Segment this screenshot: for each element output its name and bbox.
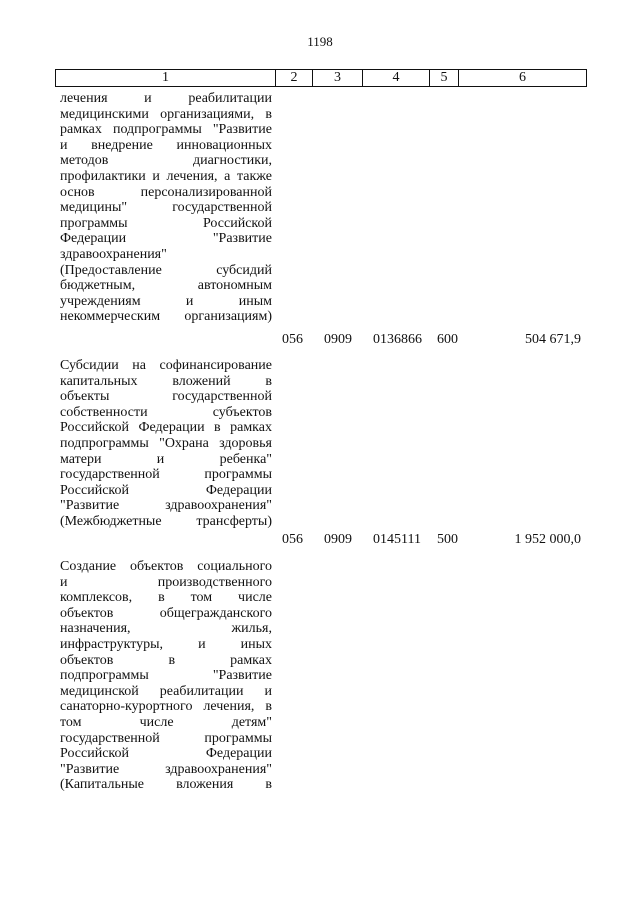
description-line: основ персонализированной	[60, 184, 272, 200]
description-line: здравоохранения"	[60, 246, 167, 262]
description-line: государственной программы	[60, 467, 272, 483]
description-line: лечения и реабилитации	[60, 91, 272, 106]
row-section-code: 0909	[324, 532, 352, 547]
description-line: "Развитие здравоохранения"	[60, 498, 272, 514]
row-description	[60, 358, 272, 530]
description-line: государственной программы	[60, 730, 272, 746]
row-amount: 1 952 000,0	[514, 532, 581, 547]
description-line: и производственного	[60, 574, 272, 590]
row-expense-type: 600	[437, 332, 458, 347]
row-ministry-code: 056	[282, 332, 303, 347]
column-header-4: 4	[363, 70, 430, 87]
description-line: медицинской реабилитации и	[60, 683, 272, 699]
description-line: медицины" государственной	[60, 200, 272, 216]
description-line: капитальных вложений в	[60, 373, 272, 389]
description-line: подпрограммы "Охрана здоровья	[60, 435, 272, 451]
description-line: программы Российской	[60, 215, 272, 231]
description-line: (Предоставление субсидий	[60, 262, 272, 278]
description-line: некоммерческим организациям)	[60, 309, 272, 325]
description-line: (Межбюджетные трансферты)	[60, 513, 272, 529]
row-description	[60, 559, 272, 793]
description-line: бюджетным, автономным	[60, 278, 272, 294]
description-line: инфраструктуры, и иных	[60, 636, 272, 652]
column-header-2: 2	[276, 70, 313, 87]
description-line: и внедрение инновационных	[60, 137, 272, 153]
description-line: назначения, жилья,	[60, 621, 272, 637]
description-line: Субсидии на софинансирование	[60, 358, 272, 373]
description-line: Российской Федерации	[60, 482, 272, 498]
row-expense-type: 500	[437, 532, 458, 547]
row-amount: 504 671,9	[525, 332, 581, 347]
description-line: объектов общегражданского	[60, 605, 272, 621]
description-line: рамках подпрограммы "Развитие	[60, 122, 272, 138]
page-number: 1198	[307, 34, 333, 49]
description-line: объекты государственной	[60, 389, 272, 405]
row-section-code: 0909	[324, 332, 352, 347]
description-line: Федерации "Развитие	[60, 231, 272, 247]
description-line: матери и ребенка"	[60, 451, 272, 467]
column-header-3: 3	[313, 70, 363, 87]
description-line: комплексов, в том числе	[60, 590, 272, 606]
description-line: объектов в рамках	[60, 652, 272, 668]
description-line: профилактики и лечения, а также	[60, 168, 272, 184]
description-line: Российской Федерации в рамках	[60, 420, 272, 436]
row-target-article: 0145111	[373, 532, 421, 547]
description-line: подпрограммы "Развитие	[60, 668, 272, 684]
description-line: том числе детям"	[60, 714, 272, 730]
description-line: учреждениям и иным	[60, 293, 272, 309]
description-line: методов диагностики,	[60, 153, 272, 169]
row-description	[60, 91, 272, 325]
description-line: Создание объектов социального	[60, 559, 272, 574]
column-header-table	[55, 69, 587, 87]
row-ministry-code: 056	[282, 532, 303, 547]
column-header-5: 5	[430, 70, 459, 87]
description-line: медицинскими организациями, в	[60, 106, 272, 122]
column-header-row	[56, 70, 587, 87]
column-header-6: 6	[459, 70, 587, 87]
description-line: собственности субъектов	[60, 404, 272, 420]
description-line: "Развитие здравоохранения"	[60, 761, 272, 777]
description-line: (Капитальные вложения в	[60, 777, 272, 793]
description-line: Российской Федерации	[60, 746, 272, 762]
column-header-1: 1	[56, 70, 276, 87]
description-line: санаторно-курортного лечения, в	[60, 699, 272, 715]
row-target-article: 0136866	[373, 332, 422, 347]
